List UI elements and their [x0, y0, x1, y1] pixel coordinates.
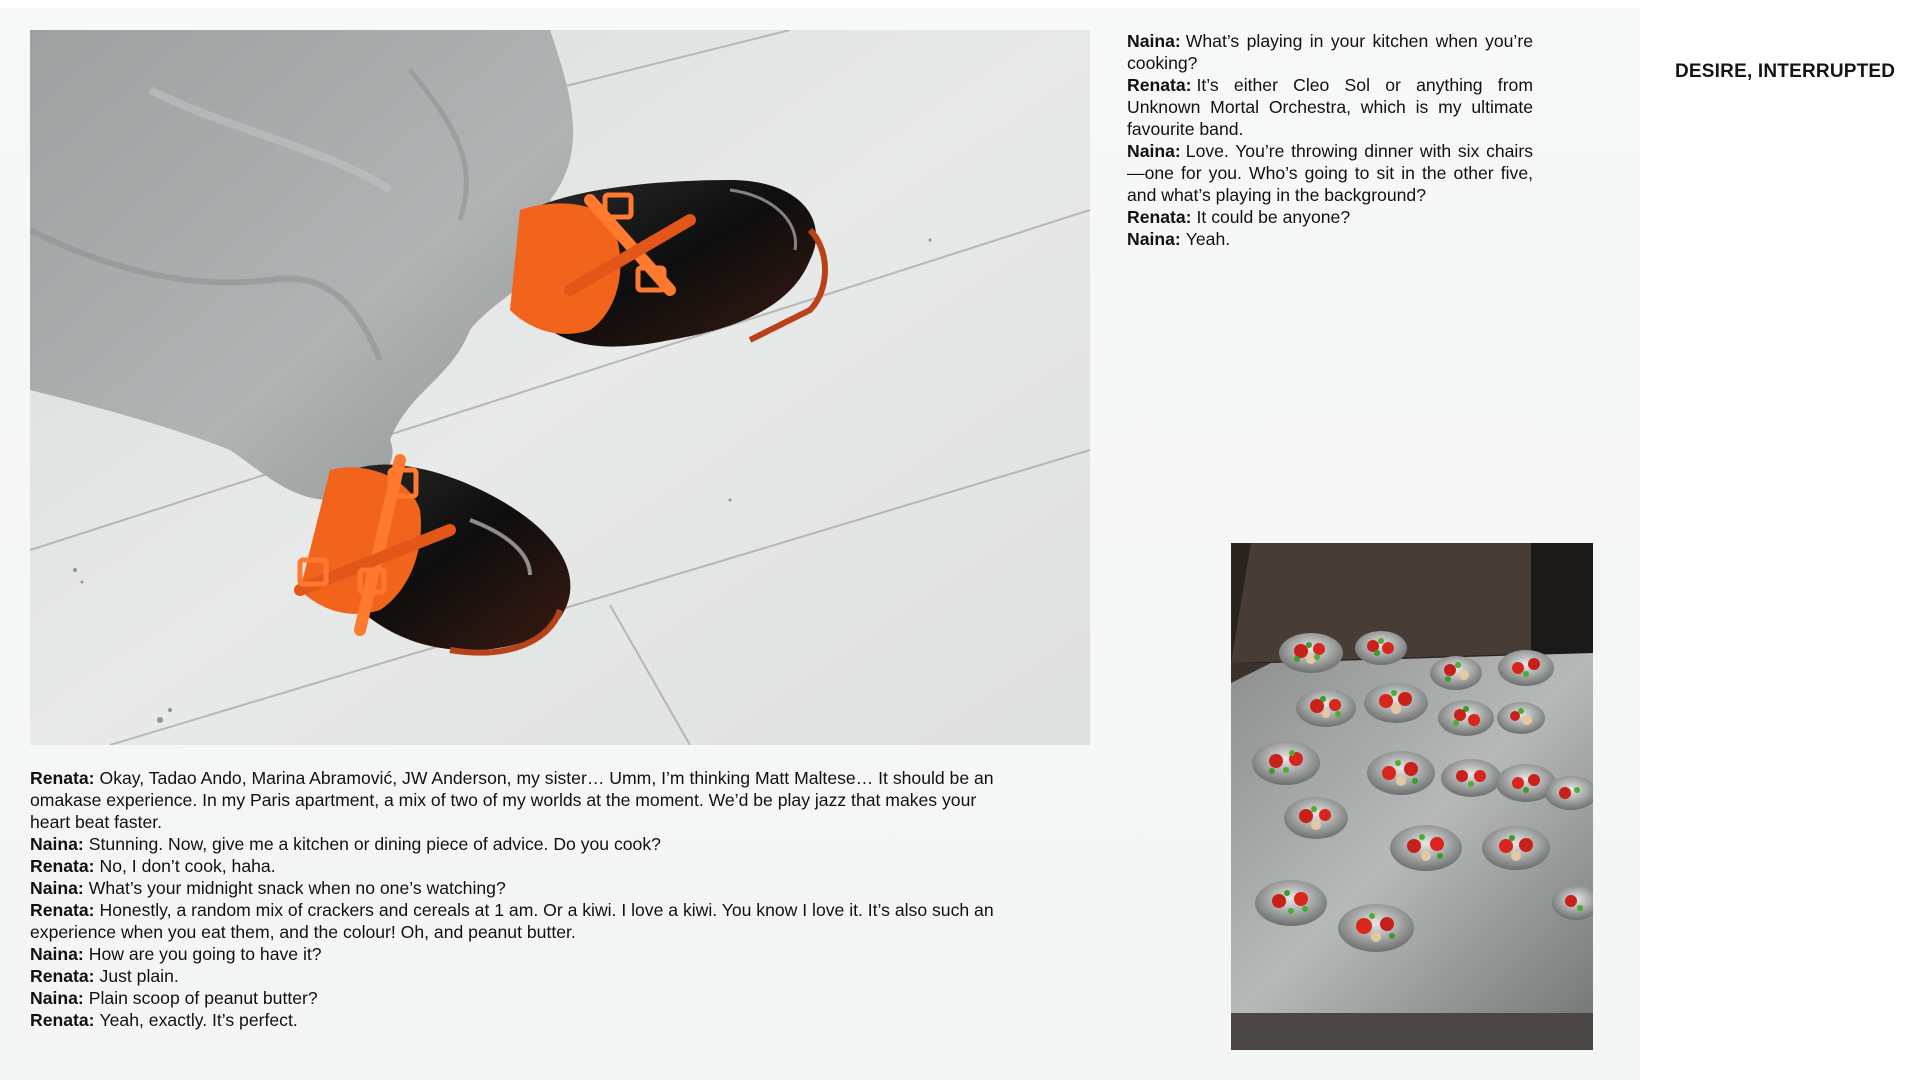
dialogue-line: [30, 833, 1005, 855]
dialogue-text: Honestly, a random mix of crackers and cereals at 1 am. Or a kiwi. I love a kiwi. You know I love it. It’s also such an experience when you eat them, and the colour! Oh, and peanut butter.: [30, 900, 994, 942]
speaker-name: Naina:: [1127, 141, 1181, 161]
food-photo-illustration: [1231, 543, 1593, 1050]
dialogue-line: [1127, 30, 1533, 74]
shoes-photo-illustration: [30, 30, 1090, 745]
speaker-name: Renata:: [30, 900, 95, 920]
dialogue-line: [30, 767, 1005, 833]
dialogue-text: How are you going to have it?: [88, 944, 322, 964]
dialogue-line: [30, 965, 1005, 987]
dialogue-text: Stunning. Now, give me a kitchen or dining piece of advice. Do you cook?: [88, 834, 661, 854]
speaker-name: Naina:: [1127, 229, 1181, 249]
speaker-name: Naina:: [30, 878, 84, 898]
dialogue-text: Okay, Tadao Ando, Marina Abramović, JW Anderson, my sister… Umm, I’m thinking Matt Maltese… It should be an omakase experience. In my Paris apartment, a mix of two of my worlds at the moment. We’d be play jazz that makes your heart beat faster.: [30, 768, 994, 832]
dialogue-text: Just plain.: [99, 966, 179, 986]
speaker-name: Renata:: [1127, 75, 1192, 95]
speaker-name: Naina:: [1127, 31, 1181, 51]
page-margin: [1640, 0, 1920, 1080]
speaker-name: Renata:: [1127, 207, 1192, 227]
dialogue-line: [30, 877, 1005, 899]
dialogue-line: [30, 987, 1005, 1009]
dialogue-text: It could be anyone?: [1196, 207, 1351, 227]
food-photo: [1231, 543, 1593, 1050]
dialogue-line: [30, 943, 1005, 965]
speaker-name: Renata:: [30, 1010, 95, 1030]
dialogue-line: [30, 899, 1005, 943]
dialogue-text: Plain scoop of peanut butter?: [88, 988, 318, 1008]
dialogue-line: [30, 855, 1005, 877]
speaker-name: Renata:: [30, 856, 95, 876]
speaker-name: Renata:: [30, 768, 95, 788]
interview-column-bottom: [30, 767, 1005, 1031]
dialogue-line: [1127, 228, 1533, 250]
section-title: DESIRE, INTERRUPTED: [1675, 61, 1896, 82]
dialogue-text: It’s either Cleo Sol or anything from Unknown Mortal Orchestra, which is my ultimate favourite band.: [1127, 75, 1533, 139]
speaker-name: Naina:: [30, 988, 84, 1008]
interview-column-top: [1127, 30, 1533, 250]
dialogue-text: What’s playing in your kitchen when you’re cooking?: [1127, 31, 1533, 73]
dialogue-text: Love. You’re throwing dinner with six chairs—one for you. Who’s going to sit in the other five, and what’s playing in the background?: [1127, 141, 1533, 205]
dialogue-text: Yeah.: [1185, 229, 1231, 249]
dialogue-text: Yeah, exactly. It’s perfect.: [99, 1010, 298, 1030]
speaker-name: Renata:: [30, 966, 95, 986]
dialogue-text: What’s your midnight snack when no one’s watching?: [88, 878, 506, 898]
speaker-name: Naina:: [30, 834, 84, 854]
dialogue-line: [1127, 206, 1533, 228]
dialogue-line: [30, 1009, 1005, 1031]
dialogue-line: [1127, 140, 1533, 206]
speaker-name: Naina:: [30, 944, 84, 964]
shoes-photo: [30, 30, 1090, 745]
dialogue-text: No, I don’t cook, haha.: [99, 856, 276, 876]
dialogue-line: [1127, 74, 1533, 140]
